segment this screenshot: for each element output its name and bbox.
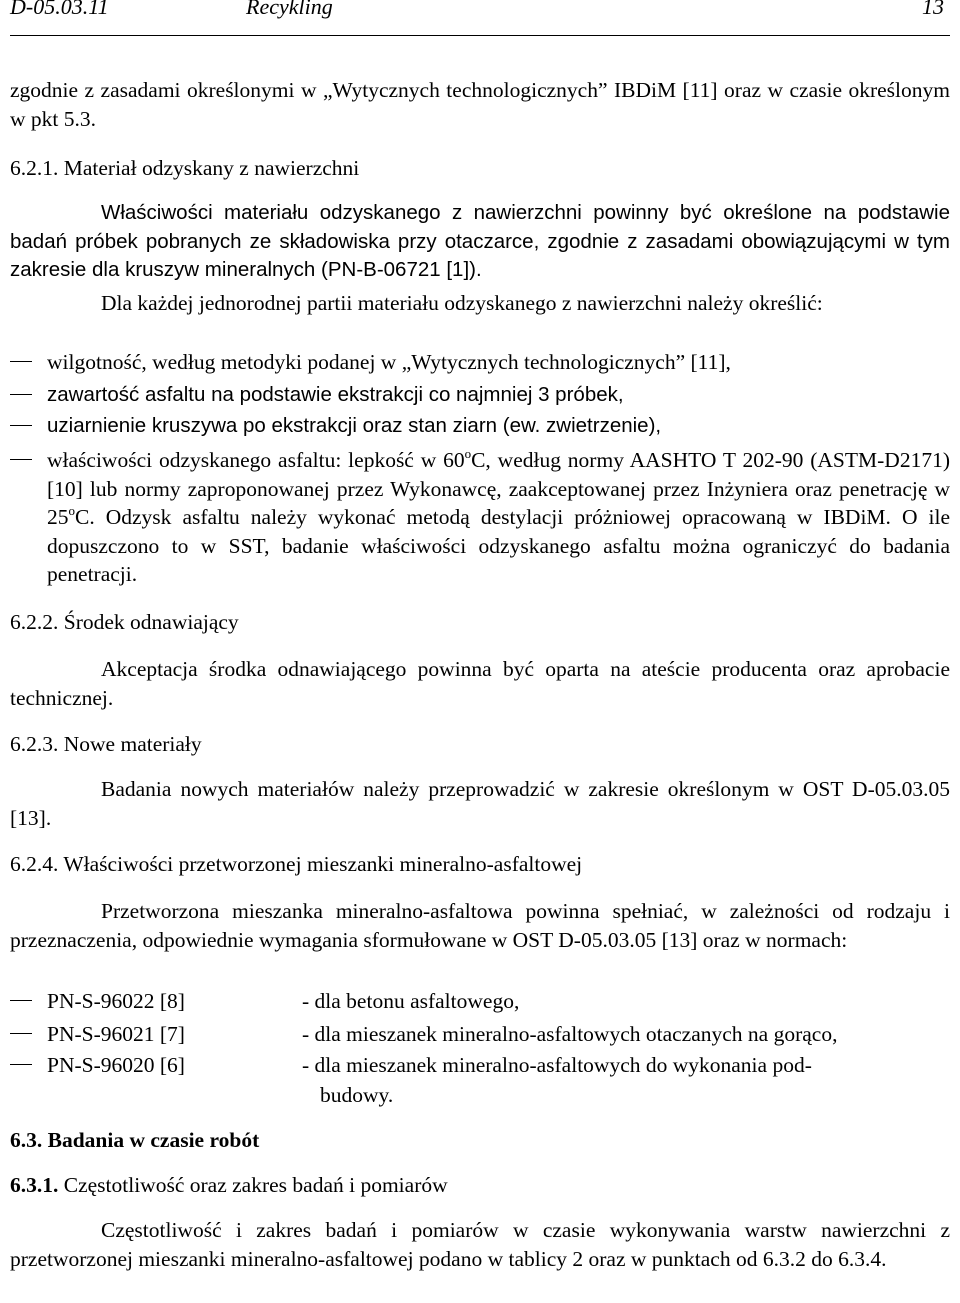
dash-bullet (10, 1064, 32, 1065)
section-number: 6.2.1. (10, 156, 59, 180)
dash-bullet (10, 459, 32, 460)
section-6-2-3-heading (10, 730, 202, 759)
section-6-3-1-heading (10, 1171, 448, 1200)
section-number: 6.3. (10, 1128, 43, 1152)
section-number: 6.2.3. (10, 732, 59, 756)
section-6-2-4-heading (10, 850, 582, 879)
header-rule (10, 35, 950, 36)
norm-code: PN-S-96021 [7] (47, 1022, 185, 1046)
section-title: Materiał odzyskany z nawierzchni (63, 156, 360, 180)
running-header (10, 0, 950, 30)
acceptance-paragraph: Akceptacja środka odnawiającego powinna być oparta na ateście producenta oraz aprobacie technicznej. (10, 657, 950, 710)
dash-bullet (10, 361, 32, 362)
section-6-3-heading (10, 1126, 259, 1155)
properties-paragraph: Właściwości materiału odzyskanego z nawierzchni powinny być określone na podstawie badań próbek pobranych ze składowiska przy otaczarce, zgodnie z zasadami obowiązującymi w tym zakresie dla kruszyw mineralnych (PN-B-06721 [1]). (10, 201, 950, 281)
header-doc-code: D-05.03.11 (10, 0, 109, 19)
section-number: 6.3.1. (10, 1173, 59, 1197)
norm-code: PN-S-96020 [6] (47, 1053, 185, 1077)
list-item-text (47, 446, 950, 589)
section-number: 6.2.2. (10, 610, 59, 634)
norm-description: - dla mieszanek mineralno-asfaltowych otaczanych na gorąco, (302, 1022, 838, 1046)
list-item (10, 381, 950, 410)
text-run: właściwości odzyskanego asfaltu: lepkość w 60 (47, 448, 465, 472)
section-title: Właściwości przetworzonej mieszanki mineralno-asfaltowej (63, 852, 583, 876)
norm-code: PN-S-96022 [8] (47, 989, 185, 1013)
list-item-text: zawartość asfaltu na podstawie ekstrakcji co najmniej 3 próbek, (47, 383, 624, 406)
list-item (10, 412, 950, 441)
list-item-text: uziarnienie kruszywa po ekstrakcji oraz stan ziarn (ew. zwietrzenie), (47, 414, 662, 437)
norm-description: - dla betonu asfaltowego, (302, 989, 520, 1013)
section-title: Nowe materiały (63, 732, 202, 756)
dash-bullet (10, 394, 32, 395)
header-page-number: 13 (922, 0, 944, 19)
processed-mix-paragraph: Przetworzona mieszanka mineralno-asfaltowa powinna spełniać, w zależności od rodzaju i przeznaczenia, odpowiednie wymagania sformułowane w OST D-05.03.05 [13] oraz w normach: (10, 899, 950, 952)
text-run: C. Odzysk asfaltu należy wykonać metodą destylacji próżniowej opracowaną w IBDiM. O ile dopuszczono to w SST, badanie właściwości odzyskanego asfaltu można ograniczyć do badania penetracji. (47, 505, 950, 586)
section-6-2-2-heading (10, 608, 239, 637)
section-6-2-1-heading (10, 154, 359, 183)
list-item-text: wilgotność, według metodyki podanej w „Wytycznych technologicznych” [11], (47, 350, 731, 374)
dash-bullet (10, 1000, 32, 1001)
intro-paragraph: zgodnie z zasadami określonymi w „Wytycznych technologicznych” IBDiM [11] oraz w czasie określonym w pkt 5.3. (10, 78, 950, 131)
new-materials-paragraph: Badania nowych materiałów należy przeprowadzić w zakresie określonym w OST D-05.03.05 [13]. (10, 777, 950, 830)
degree-superscript: o (464, 446, 472, 461)
list-item (10, 348, 950, 377)
section-title: Badania w czasie robót (47, 1128, 260, 1152)
frequency-paragraph: Częstotliwość i zakres badań i pomiarów w czasie wykonywania warstw nawierzchni z przetworzonej mieszanki mineralno-asfaltowej podano w tablicy 2 oraz w punktach od 6.3.2 do 6.3.4. (10, 1218, 950, 1271)
dash-bullet (10, 425, 32, 426)
section-number: 6.2.4. (10, 852, 59, 876)
list-item (10, 446, 950, 589)
norm-description: - dla mieszanek mineralno-asfaltowych do wykonania pod- (302, 1053, 812, 1077)
section-title: Częstotliwość oraz zakres badań i pomiarów (63, 1173, 448, 1197)
degree-superscript: o (68, 503, 75, 518)
header-title: Recykling (246, 0, 333, 19)
section-title: Środek odnawiający (63, 610, 239, 634)
dash-bullet (10, 1033, 32, 1034)
text-run: C, według normy AASHTO T 202-90 (ASTM-D2171) [10] lub normy zaproponowanej przez Wykonawcę, zaakceptowanej przez Inżyniera oraz penetrację w 25 (47, 448, 950, 529)
norm-description-continuation: budowy. (320, 1083, 394, 1107)
each-batch-paragraph: Dla każdej jednorodnej partii materiału odzyskanego z nawierzchni należy określić: (101, 291, 823, 315)
